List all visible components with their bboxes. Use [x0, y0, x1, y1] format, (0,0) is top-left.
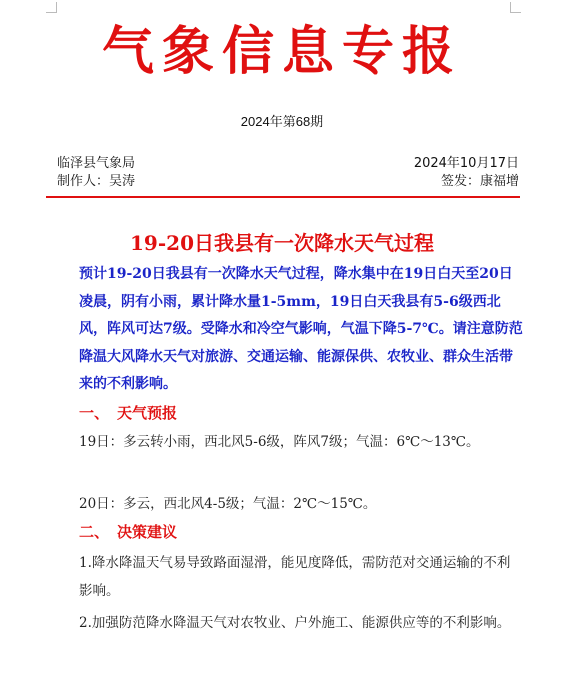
forecast-day-20: 20日：多云，西北风4-5级；气温：2℃～15℃。 — [79, 496, 377, 512]
red-divider — [46, 196, 520, 198]
section-number: 一、 — [79, 404, 110, 422]
section-number: 二、 — [79, 523, 110, 541]
author: 制作人：吴涛 — [57, 174, 136, 189]
section-title-text: 天气预报 — [117, 404, 178, 422]
advice-item-2: 2.加强防范降水降温天气对农牧业、户外施工、能源供应等的不利影响。 — [79, 615, 511, 631]
masthead-title: 气象信息专报 — [101, 22, 462, 82]
section-title-forecast — [79, 402, 177, 424]
advice-item-1: 1.降水降温天气易导致路面湿滑，能见度降低，需防范对交通运输的不利影响。 — [79, 555, 511, 599]
issuing-organization: 临泽县气象局 — [57, 156, 136, 171]
meta-left — [57, 155, 135, 191]
report-headline: 19-20日我县有一次降水天气过程 — [130, 231, 434, 255]
signer: 签发：康福增 — [440, 174, 519, 189]
forecast-day-19: 19日：多云转小雨，西北风5-6级，阵风7级；气温：6℃～13℃。 — [79, 434, 480, 450]
meta-right — [414, 155, 519, 191]
section-title-text: 决策建议 — [117, 523, 178, 541]
issue-number: 2024年第68期 — [240, 114, 324, 129]
section-title-advice — [79, 521, 177, 543]
summary-paragraph: 预计19-20日我县有一次降水天气过程，降水集中在19日白天至20日凌晨，阴有小雨，累计降水量1-5mm，19日白天我县有5-6级西北风，阵风可达7级。受降水和冷空气影响，气温下降5-7℃。请注意防范降温大风降水天气对旅游、交通运输、能源保供、农牧业、群众生活带来的不利影响。 — [79, 266, 523, 392]
issue-date: 2024年10月17日 — [413, 156, 519, 171]
